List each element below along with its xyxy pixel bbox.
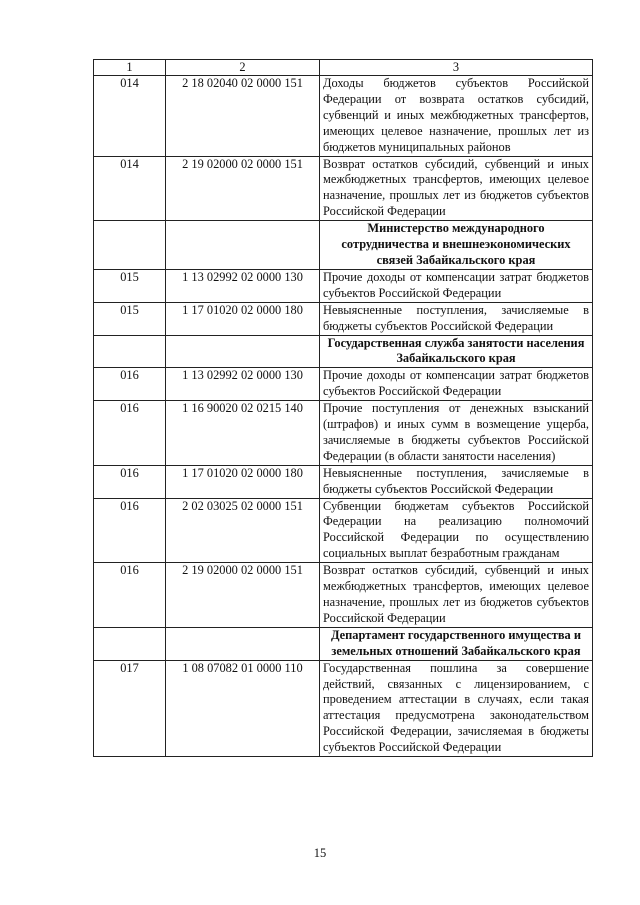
table-row xyxy=(94,498,593,563)
chapter-code-cell: 014 xyxy=(94,76,166,157)
chapter-code-cell: 015 xyxy=(94,302,166,335)
chapter-code-cell xyxy=(94,335,166,368)
table-row xyxy=(94,302,593,335)
chapter-code-cell: 017 xyxy=(94,660,166,756)
income-code-cell: 1 17 01020 02 0000 180 xyxy=(166,465,320,498)
income-code-cell: 2 19 02000 02 0000 151 xyxy=(166,156,320,221)
table-row xyxy=(94,368,593,401)
table-row xyxy=(94,76,593,157)
table-row xyxy=(94,156,593,221)
table-row xyxy=(94,465,593,498)
chapter-code-cell xyxy=(94,221,166,270)
section-heading-row xyxy=(94,221,593,270)
page-number: 15 xyxy=(313,846,327,860)
income-name-cell: Возврат остатков субсидий, субвенций и иных межбюджетных трансфертов, имеющих целевое назначение, прошлых лет из бюджетов субъектов Российской Федерации xyxy=(320,156,593,221)
income-name-cell: Невыясненные поступления, зачисляемые в бюджеты субъектов Российской Федерации xyxy=(320,465,593,498)
income-name-cell: Возврат остатков субсидий, субвенций и иных межбюджетных трансфертов, имеющих целевое назначение, прошлых лет из бюджетов субъектов Российской Федерации xyxy=(320,563,593,628)
table-row xyxy=(94,660,593,756)
income-code-cell xyxy=(166,221,320,270)
section-heading-cell: Министерство международного сотрудничества и внешнеэкономических связей Забайкальского края xyxy=(320,221,593,270)
income-name-cell: Субвенции бюджетам субъектов Российской Федерации на реализацию полномочий Российской Федерации по осуществлению социальных выплат безработным гражданам xyxy=(320,498,593,563)
section-heading-cell: Государственная служба занятости населения Забайкальского края xyxy=(320,335,593,368)
header-column-2: 2 xyxy=(166,60,320,76)
income-name-cell: Прочие доходы от компенсации затрат бюджетов субъектов Российской Федерации xyxy=(320,269,593,302)
chapter-code-cell xyxy=(94,627,166,660)
income-code-cell: 2 18 02040 02 0000 151 xyxy=(166,76,320,157)
income-code-cell xyxy=(166,627,320,660)
chapter-code-cell: 016 xyxy=(94,401,166,466)
income-name-cell: Доходы бюджетов субъектов Российской Федерации от возврата остатков субсидий, субвенций и иных межбюджетных трансфертов, имеющих целевое назначение, прошлых лет из бюджетов муниципальных районов xyxy=(320,76,593,157)
chapter-code-cell: 015 xyxy=(94,269,166,302)
chapter-code-cell: 016 xyxy=(94,465,166,498)
income-name-cell: Государственная пошлина за совершение действий, связанных с лицензированием, с проведением аттестации в случаях, если такая аттестация предусмотрена законодательством Российской Федерации, зачисляемая в бюджеты субъектов Российской Федерации xyxy=(320,660,593,756)
income-code-cell: 1 16 90020 02 0215 140 xyxy=(166,401,320,466)
income-name-cell: Прочие поступления от денежных взысканий (штрафов) и иных сумм в возмещение ущерба, зачисляемые в бюджеты субъектов Российской Федерации (в области занятости населения) xyxy=(320,401,593,466)
income-code-cell: 2 19 02000 02 0000 151 xyxy=(166,563,320,628)
header-column-1: 1 xyxy=(94,60,166,76)
section-heading-row xyxy=(94,335,593,368)
chapter-code-cell: 016 xyxy=(94,563,166,628)
header-column-3: 3 xyxy=(320,60,593,76)
income-code-cell: 1 17 01020 02 0000 180 xyxy=(166,302,320,335)
table-row xyxy=(94,269,593,302)
chapter-code-cell: 014 xyxy=(94,156,166,221)
income-code-cell: 1 13 02992 02 0000 130 xyxy=(166,269,320,302)
income-name-cell: Невыясненные поступления, зачисляемые в бюджеты субъектов Российской Федерации xyxy=(320,302,593,335)
income-code-cell: 2 02 03025 02 0000 151 xyxy=(166,498,320,563)
income-code-cell: 1 08 07082 01 0000 110 xyxy=(166,660,320,756)
section-heading-cell: Департамент государственного имущества и земельных отношений Забайкальского края xyxy=(320,627,593,660)
table-row xyxy=(94,401,593,466)
income-code-cell xyxy=(166,335,320,368)
table-header-row xyxy=(94,60,593,76)
budget-classification-table xyxy=(93,59,593,757)
chapter-code-cell: 016 xyxy=(94,368,166,401)
table-body xyxy=(94,76,593,757)
table-row xyxy=(94,563,593,628)
income-name-cell: Прочие доходы от компенсации затрат бюджетов субъектов Российской Федерации xyxy=(320,368,593,401)
chapter-code-cell: 016 xyxy=(94,498,166,563)
section-heading-row xyxy=(94,627,593,660)
income-code-cell: 1 13 02992 02 0000 130 xyxy=(166,368,320,401)
